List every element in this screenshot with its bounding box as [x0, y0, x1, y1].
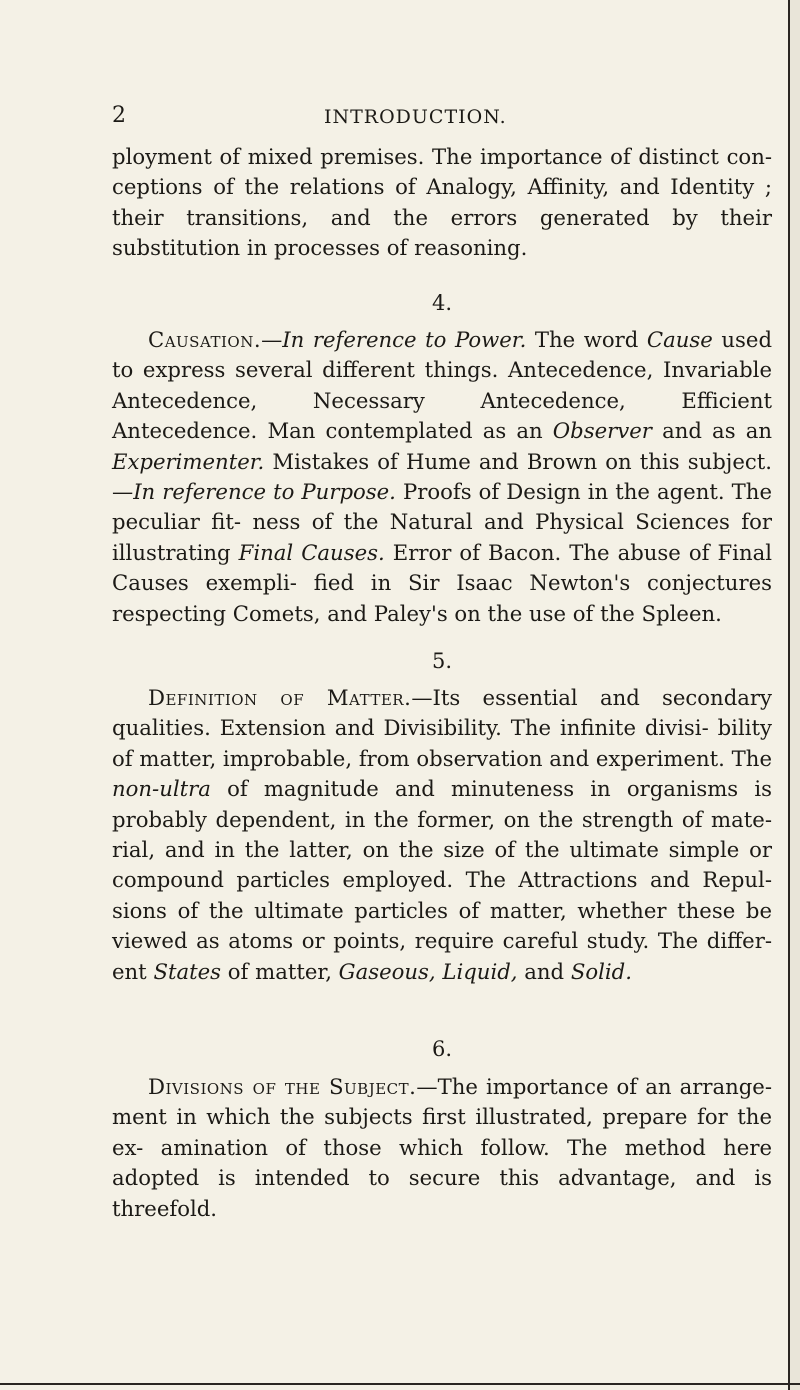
page-bottom-edge [0, 1383, 800, 1385]
italic-phrase: In reference to Power. [282, 327, 527, 352]
section-number-5: 5. [431, 649, 453, 673]
section-number-4: 4. [431, 291, 453, 315]
italic-phrase: Final Causes. [238, 539, 385, 565]
section-heading: Definition of Matter. [148, 685, 412, 710]
italic-word: Cause [646, 327, 713, 352]
section-6-paragraph: Divisions of the Subject.—The importance of an arrange- ment in which the subjects first illustrated, prepare for the ex- amination of those which follow. The method here adopted is intended to secure this advantage, and is threefold. [112, 1074, 772, 1221]
page-number: 2 [112, 103, 127, 128]
italic-word: Solid. [570, 958, 632, 984]
running-head: INTRODUCTION. [324, 106, 507, 128]
section-4-paragraph: Causation.—In reference to Power. The word Cause used to express several different things. Antecedence, Invariable Antecedence, Necessary Antecedence, Efficient Antecedence. Man contemplated as an Observer and as an Experimenter. Mistakes of Hume and Brown on this subject.—In reference to Purpose. Proofs of Design in the agent. The peculiar fit- ness of the Natural and Physical Sciences for illustrating Final Causes. Error of Bacon. The abuse of Final Causes exempli- fied in Sir Isaac Newton's conjectures respecting Comets, and Paley's on the use of the Spleen. [112, 327, 773, 626]
section-number-6: 6. [431, 1037, 453, 1061]
italic-phrase: Gaseous, Liquid, [338, 958, 518, 984]
page-header [112, 103, 770, 133]
italic-word: Observer [552, 418, 652, 444]
italic-word: Experimenter. [112, 448, 265, 474]
italic-word: States [153, 958, 222, 984]
continuation-paragraph: ployment of mixed premises. The importance of distinct con- ceptions of the relations of Analogy, Affinity, and Identity ; their transitions, and the errors generated by their substitution in processes of reasoning. [112, 144, 772, 261]
section-5-paragraph: Definition of Matter.—Its essential and secondary qualities. Extension and Divisibility. The infinite divisi- bility of matter, improbable, from observation and experiment. The non-ultra of magnitude and minuteness in organisms is probably dependent, in the former, on the strength of mate- rial, and in the latter, on the size of the ultimate simple or compound particles employed. The Attractions and Repul- sions of the ultimate particles of matter, whether these be viewed as atoms or points, require careful study. The differ- ent States of matter, Gaseous, Liquid, and Solid. [112, 685, 772, 984]
section-heading: Divisions of the Subject. [148, 1074, 417, 1099]
italic-word: non-ultra [112, 776, 211, 802]
italic-phrase: In reference to Purpose. [133, 479, 396, 505]
section-heading: Causation. [148, 327, 262, 352]
page-edge-line [788, 0, 790, 1390]
page-edge-shadow [790, 0, 800, 1390]
